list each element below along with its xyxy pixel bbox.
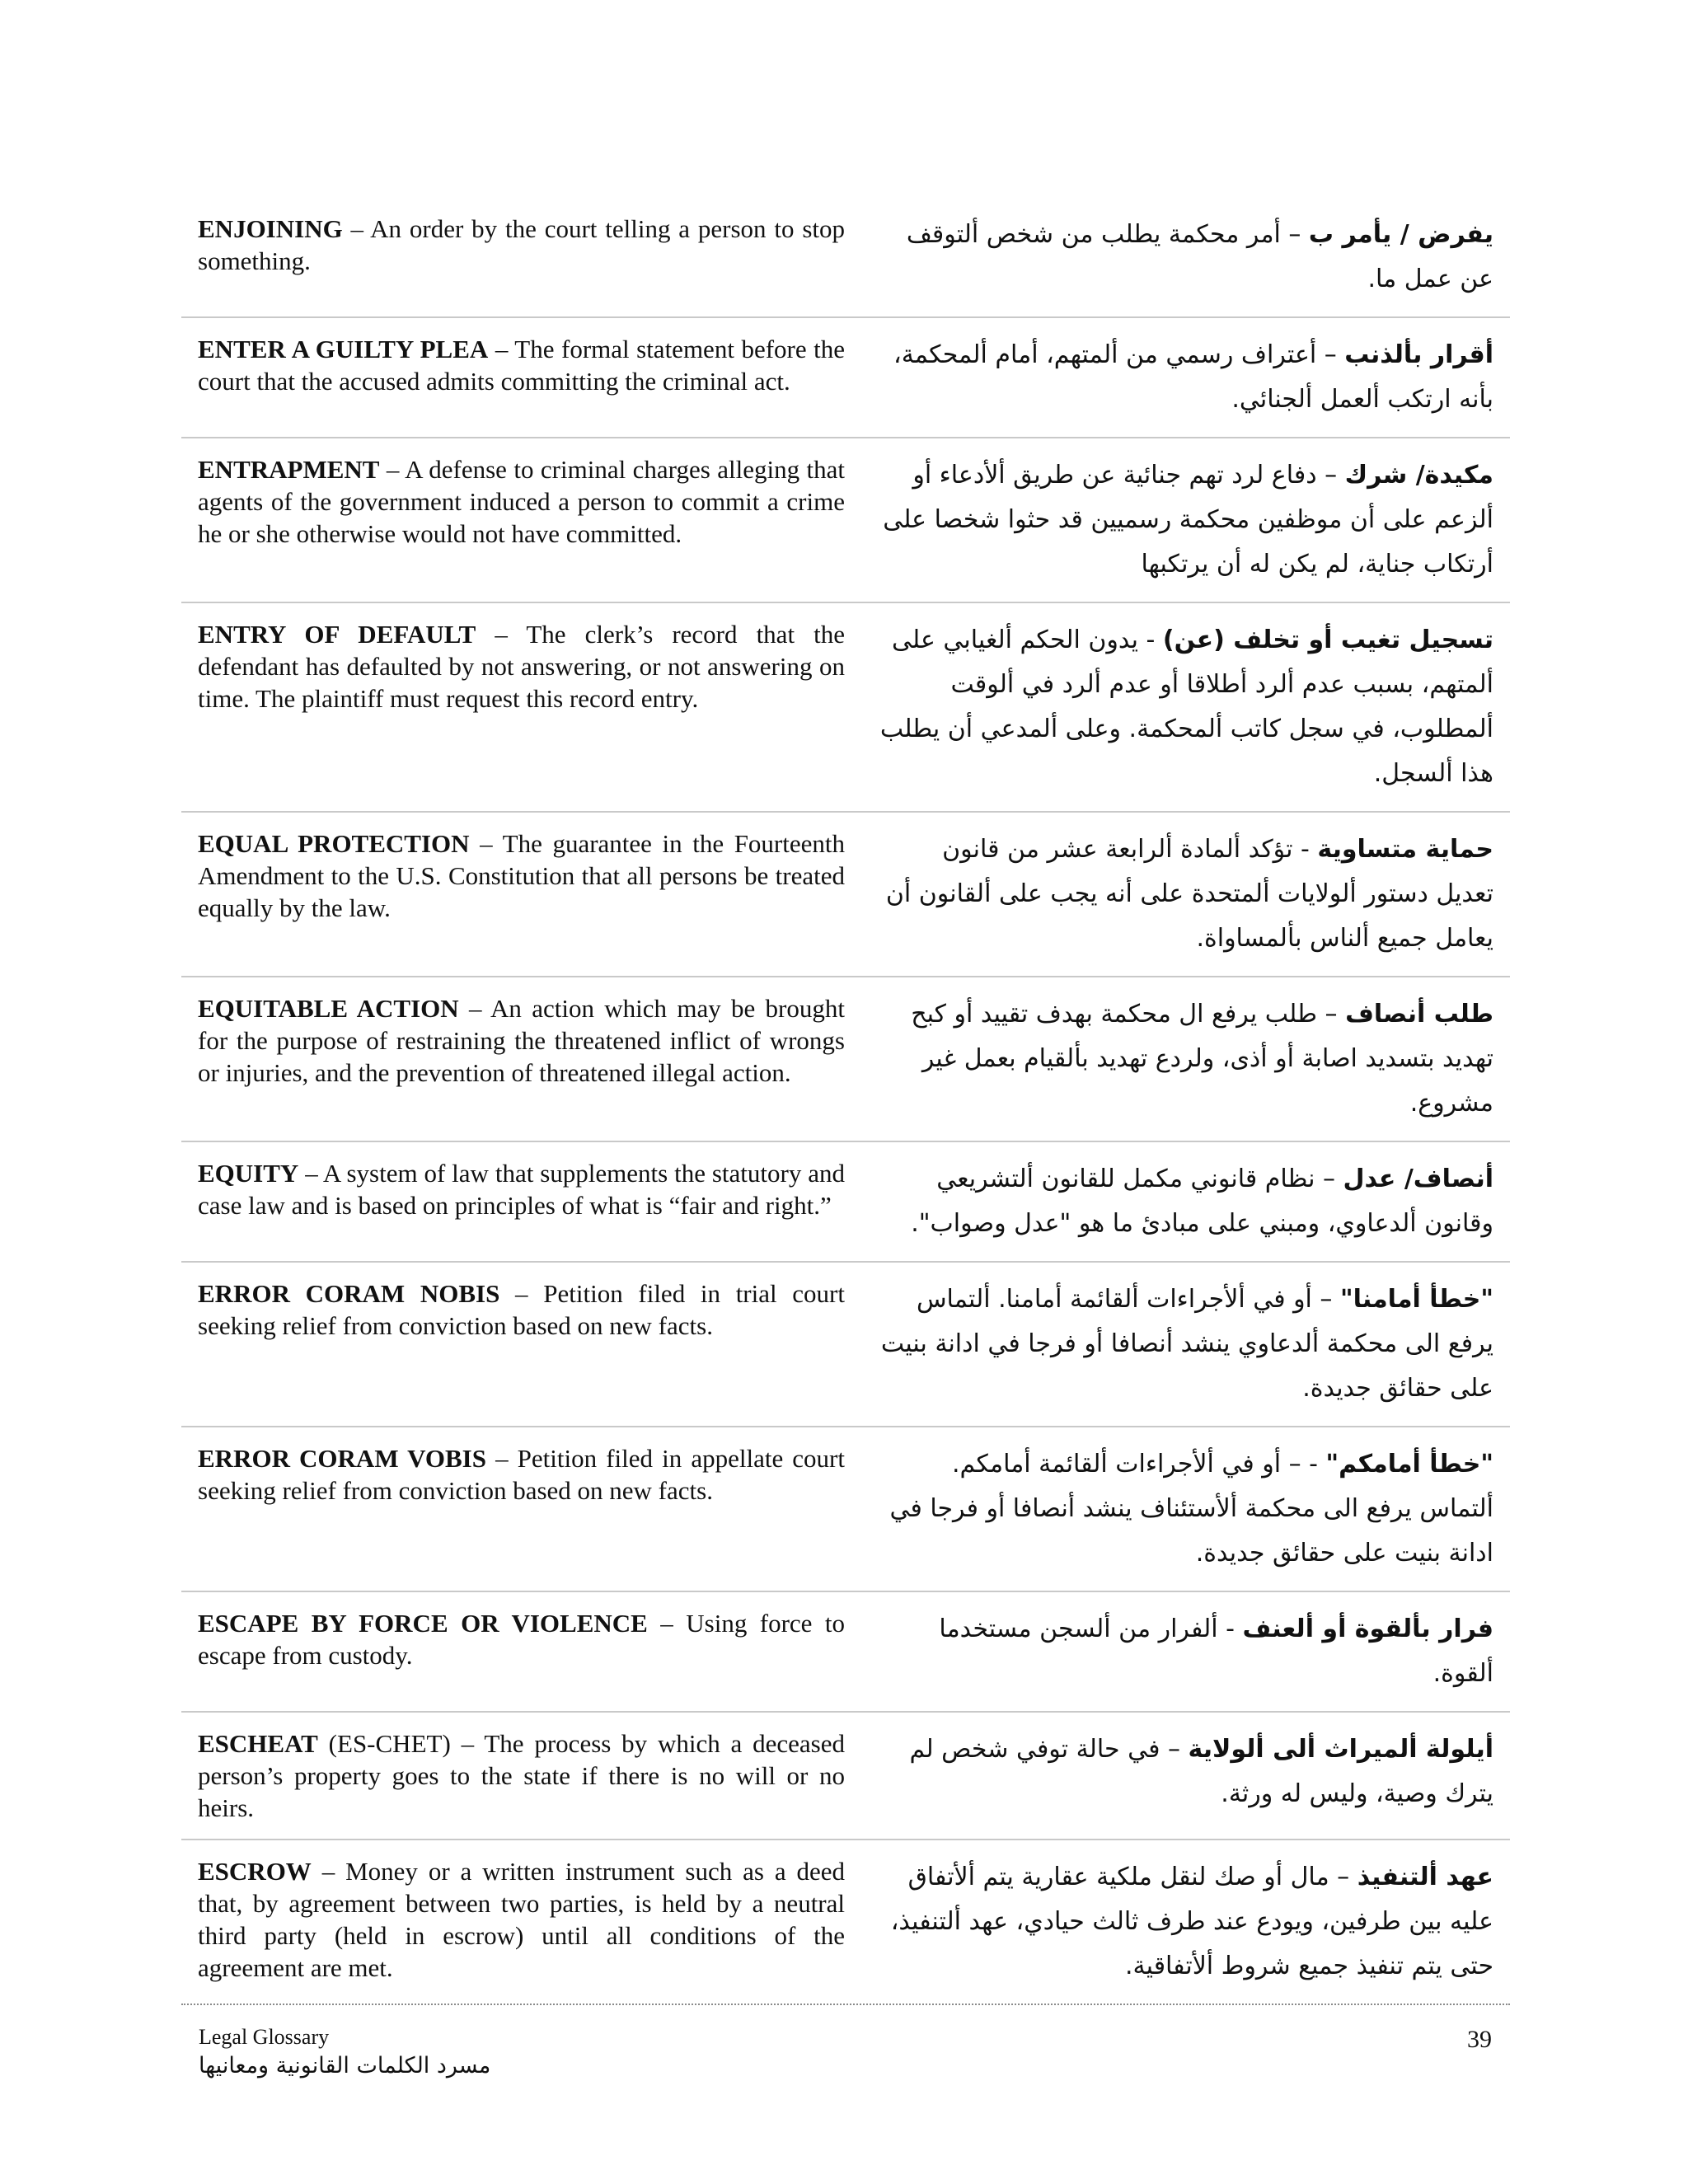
definition: – An order by the court telling a person to stop something. [198,214,845,275]
arabic-definition: – أو في ألأجراءات ألقائمة أمامنا. ألتماس يرفع الى محكمة ألدعاوي ينشد أنصافا أو فرجا في ادانة بنيت على حقائق جديدة. [880,1285,1493,1403]
arabic-definition: – أمر محكمة يطلب من شخص ألتوقف عن عمل ما. [906,220,1493,293]
arabic-definition: – مال أو صك لنقل ملكية عقارية يتم ألأتفاق عليه بين طرفين، ويودع عند طرف ثالث حيادي، عهد ألتنفيذ، حتى يتم تنفيذ جميع شروط ألأتفاقية. [890,1863,1493,1980]
glossary-row [181,1427,1510,1592]
glossary-row [181,198,1510,318]
definition: – Using force to escape from custody. [198,1609,845,1670]
arabic-entry [853,977,1510,1141]
glossary-row [181,1142,1510,1263]
footer-title-en: Legal Glossary [199,2025,330,2049]
arabic-definition: – في حالة توفي شخص لم يترك وصية، وليس له ورثة. [909,1735,1493,1808]
footer [199,2025,490,2083]
glossary-row [181,438,1510,603]
arabic-definition: – طلب يرفع ال محكمة بهدف تقييد أو كبح تهديد بتسديد اصابة أو أذى، ولردع تهديد بألقيام بعمل غير مشروع. [911,1000,1493,1118]
arabic-term: "خطأ أمامكم" [1325,1450,1493,1479]
glossary-row [181,603,1510,813]
definition: (ES-CHET) – The process by which a deceased person’s property goes to the state if there is no will or no heirs. [198,1729,845,1822]
definition: – The guarantee in the Fourteenth Amendment to the U.S. Constitution that all persons be treated equally by the law. [198,829,845,922]
arabic-term: أقرار بألذنب [1344,340,1493,369]
english-entry [181,1263,853,1426]
term: EQUITY [198,1159,299,1188]
english-entry [181,318,853,437]
glossary-row [181,1263,1510,1427]
glossary-row [181,1592,1510,1713]
glossary-row [181,1713,1510,1840]
page-number: 39 [1467,2026,1492,2053]
definition: – A system of law that supplements the statutory and case law and is based on principles of what is “fair and right.” [198,1159,845,1220]
arabic-entry [853,198,1510,316]
glossary-row [181,1840,1510,2005]
arabic-term: أيلولة ألميراث ألى ألولاية [1188,1735,1493,1764]
arabic-entry [853,318,1510,437]
english-entry [181,1713,853,1839]
term: ESCAPE BY FORCE OR VIOLENCE [198,1609,648,1638]
arabic-entry [853,1427,1510,1591]
definition: – Money or a written instrument such as a deed that, by agreement between two parties, is held by a neutral third party (held in escrow) until all conditions of the agreement are met. [198,1857,845,1982]
arabic-entry [853,1592,1510,1711]
definition: – Petition filed in appellate court seeking relief from conviction based on new facts. [198,1444,845,1505]
term: ENTRY OF DEFAULT [198,620,476,649]
arabic-definition: – أعتراف رسمي من ألمتهم، أمام ألمحكمة، بأنه ارتكب ألعمل ألجنائي. [893,340,1493,414]
term: ENTER A GUILTY PLEA [198,335,489,363]
arabic-definition: – دفاع لرد تهم جنائية عن طريق ألأدعاء أو ألزعم على أن موظفين محكمة رسميين قد حثوا شخصا على أرتكاب جناية، لم يكن له أن يرتكبها [883,461,1493,579]
english-entry [181,813,853,976]
arabic-term: حماية متساوية [1317,835,1493,864]
glossary-row [181,977,1510,1142]
glossary-row [181,813,1510,977]
arabic-term: مكيدة/ شرك [1344,461,1493,490]
english-entry [181,977,853,1141]
arabic-definition: – نظام قانوني مكمل للقانون ألتشريعي وقانون ألدعاوي، ومبني على مبادئ ما هو "عدل وصواب". [911,1165,1493,1238]
arabic-term: عهد ألتنفيذ [1357,1863,1493,1891]
arabic-definition: - يدون الحكم ألغيابي على ألمتهم، بسبب عدم ألرد أطلاقا أو عدم ألرد في ألوقت ألمطلوب، في سجل كاتب ألمحكمة. وعلى ألمدعي أن يطلب هذا ألسجل. [879,626,1493,788]
arabic-definition: - – أو في ألأجراءات ألقائمة أمامكم. ألتماس يرفع الى محكمة ألأستئناف ينشد أنصافا أو فرجا في ادانة بنيت على حقائق جديدة. [889,1450,1493,1568]
arabic-entry [853,1263,1510,1426]
definition: – Petition filed in trial court seeking relief from conviction based on new facts. [198,1279,845,1340]
term: EQUAL PROTECTION [198,829,470,858]
arabic-term: تسجيل تغيب أو تخلف (عن) [1162,626,1493,654]
arabic-term: "خطأ أمامنا" [1339,1285,1493,1314]
glossary-table [181,198,1510,2005]
term: ERROR CORAM VOBIS [198,1444,486,1473]
definition: – The clerk’s record that the defendant has defaulted by not answering, or not answering on time. The plaintiff must request this record entry. [198,620,845,713]
english-entry [181,1592,853,1711]
arabic-term: فرار بألقوة أو ألعنف [1242,1615,1493,1643]
english-entry [181,603,853,811]
footer-title-ar: مسرد الكلمات القانونية ومعانيها [199,2053,491,2079]
english-entry [181,438,853,602]
english-entry [181,198,853,316]
arabic-entry [853,1142,1510,1261]
definition: – The formal statement before the court that the accused admits committing the criminal act. [198,335,845,396]
term: EQUITABLE ACTION [198,994,459,1023]
definition: – A defense to criminal charges alleging that agents of the government induced a person to commit a crime he or she otherwise would not have committed. [198,455,845,548]
arabic-definition: - ألفرار من ألسجن مستخدما ألقوة. [939,1615,1493,1688]
english-entry [181,1427,853,1591]
term: ESCROW [198,1857,312,1886]
arabic-entry [853,438,1510,602]
glossary-row [181,318,1510,438]
arabic-definition: - تؤكد ألمادة ألرابعة عشر من قانون تعديل دستور ألولايات ألمتحدة على أنه يجب على ألقانون أن يعامل جميع ألناس بألمساواة. [885,835,1493,953]
arabic-entry [853,1713,1510,1839]
english-entry [181,1840,853,2004]
arabic-term: طلب أنصاف [1345,1000,1493,1029]
arabic-term: يفرض / يأمر ب [1308,220,1493,249]
term: ENJOINING [198,214,343,243]
term: ENTRAPMENT [198,455,380,484]
term: ESCHEAT [198,1729,318,1758]
arabic-entry [853,813,1510,976]
term: ERROR CORAM NOBIS [198,1279,500,1308]
arabic-term: أنصاف/ عدل [1343,1165,1493,1193]
arabic-entry [853,1840,1510,2004]
arabic-entry [853,603,1510,811]
english-entry [181,1142,853,1261]
definition: – An action which may be brought for the purpose of restraining the threatened inflict of wrongs or injuries, and the prevention of threatened illegal action. [198,994,845,1087]
